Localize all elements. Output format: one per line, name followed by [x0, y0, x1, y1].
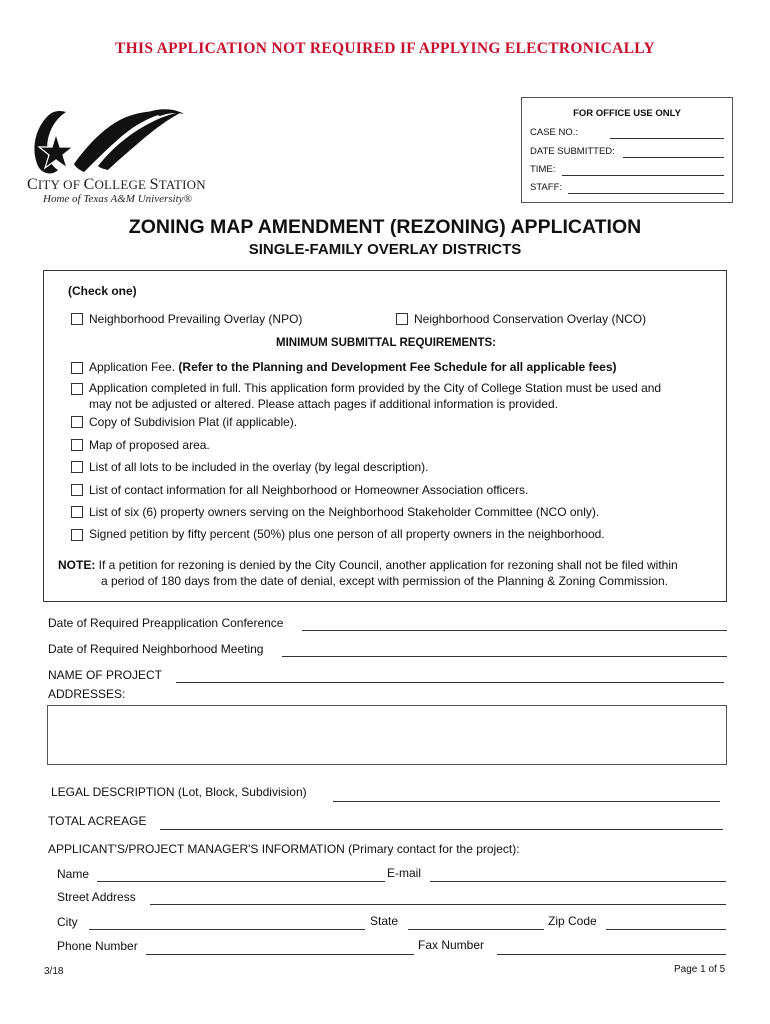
name-label: Name	[57, 867, 90, 881]
page-subtitle: SINGLE-FAMILY OVERLAY DISTRICTS	[248, 241, 522, 258]
page-number: Page 1 of 5	[674, 964, 726, 975]
staff-field[interactable]	[568, 193, 724, 194]
preapp-conference-field[interactable]	[302, 630, 727, 631]
neighborhood-meeting-label: Date of Required Neighborhood Meeting	[48, 642, 264, 656]
preapp-conference-label: Date of Required Preapplication Conference	[48, 616, 284, 630]
legal-description-label: LEGAL DESCRIPTION (Lot, Block, Subdivision)	[51, 785, 307, 799]
contacts-requirement: List of contact information for all Neighborhood or Homeowner Association officers.	[89, 483, 529, 497]
fax-number-label: Fax Number	[418, 938, 485, 952]
phone-number-label: Phone Number	[57, 939, 138, 953]
name-field[interactable]	[97, 881, 385, 882]
state-label: State	[370, 914, 399, 928]
street-address-label: Street Address	[57, 890, 136, 904]
applicant-info-heading: APPLICANT'S/PROJECT MANAGER'S INFORMATION (Primary contact for the project):	[48, 842, 520, 856]
zip-code-label: Zip Code	[548, 914, 597, 928]
nco-checkbox[interactable]	[396, 313, 408, 325]
note-line2: a period of 180 days from the date of denial, except with permission of the Planning & Zoning Commission.	[101, 574, 668, 588]
page-title: ZONING MAP AMENDMENT (REZONING) APPLICATION	[128, 216, 642, 238]
map-checkbox[interactable]	[71, 439, 83, 451]
date-submitted-field[interactable]	[623, 157, 724, 158]
check-one-label: (Check one)	[68, 284, 137, 298]
contacts-checkbox[interactable]	[71, 484, 83, 496]
revision-date: 3/18	[44, 966, 64, 977]
date-submitted-label: DATE SUBMITTED:	[530, 146, 615, 157]
completed-requirement-line2: may not be adjusted or altered. Please attach pages if additional information is provided.	[89, 397, 558, 411]
addresses-label: ADDRESSES:	[48, 687, 126, 701]
total-acreage-field[interactable]	[160, 829, 723, 830]
fee-checkbox[interactable]	[71, 362, 83, 374]
completed-requirement-line1: Application completed in full. This application form provided by the City of College Station must be used and	[89, 381, 662, 395]
fee-requirement: Application Fee. (Refer to the Planning and Development Fee Schedule for all applicable fees)	[89, 360, 617, 374]
email-label: E-mail	[387, 866, 422, 880]
note-line1: NOTE: If a petition for rezoning is denied by the City Council, another application for rezoning shall not be filed within	[58, 558, 678, 572]
plat-checkbox[interactable]	[71, 416, 83, 428]
legal-description-field[interactable]	[333, 801, 720, 802]
electronic-notice-banner: THIS APPLICATION NOT REQUIRED IF APPLYING ELECTRONICALLY	[115, 40, 655, 57]
city-name-logo-text: CITY OF COLLEGE STATION	[27, 176, 206, 193]
case-no-field[interactable]	[610, 138, 724, 139]
addresses-textarea[interactable]	[47, 705, 727, 765]
npo-option-label: Neighborhood Prevailing Overlay (NPO)	[89, 312, 303, 326]
case-no-label: CASE NO.:	[530, 127, 579, 138]
petition-requirement: Signed petition by fifty percent (50%) plus one person of all property owners in the neighborhood.	[89, 527, 605, 541]
time-field[interactable]	[562, 175, 724, 176]
city-label: City	[57, 915, 78, 929]
requirements-box	[43, 270, 727, 602]
total-acreage-label: TOTAL ACREAGE	[48, 814, 147, 828]
petition-checkbox[interactable]	[71, 529, 83, 541]
owners-checkbox[interactable]	[71, 506, 83, 518]
lots-checkbox[interactable]	[71, 461, 83, 473]
owners-requirement: List of six (6) property owners serving on the Neighborhood Stakeholder Committee (NCO only).	[89, 505, 600, 519]
office-use-header: FOR OFFICE USE ONLY	[573, 108, 681, 119]
time-label: TIME:	[530, 164, 556, 175]
plat-requirement: Copy of Subdivision Plat (if applicable).	[89, 415, 298, 429]
city-field[interactable]	[89, 929, 365, 930]
zip-code-field[interactable]	[606, 929, 726, 930]
neighborhood-meeting-field[interactable]	[282, 656, 727, 657]
staff-label: STAFF:	[530, 182, 563, 193]
project-name-label: NAME OF PROJECT	[48, 668, 163, 682]
requirements-heading: MINIMUM SUBMITTAL REQUIREMENTS:	[276, 337, 496, 349]
map-requirement: Map of proposed area.	[89, 438, 210, 452]
phone-number-field[interactable]	[146, 954, 414, 955]
lots-requirement: List of all lots to be included in the overlay (by legal description).	[89, 460, 429, 474]
logo-tagline: Home of Texas A&M University®	[43, 193, 192, 205]
fax-number-field[interactable]	[497, 954, 726, 955]
street-address-field[interactable]	[150, 904, 726, 905]
email-field[interactable]	[430, 881, 726, 882]
project-name-field[interactable]	[176, 682, 724, 683]
office-use-box	[521, 97, 733, 203]
state-field[interactable]	[408, 929, 544, 930]
completed-checkbox[interactable]	[71, 383, 83, 395]
nco-option-label: Neighborhood Conservation Overlay (NCO)	[414, 312, 647, 326]
npo-checkbox[interactable]	[71, 313, 83, 325]
